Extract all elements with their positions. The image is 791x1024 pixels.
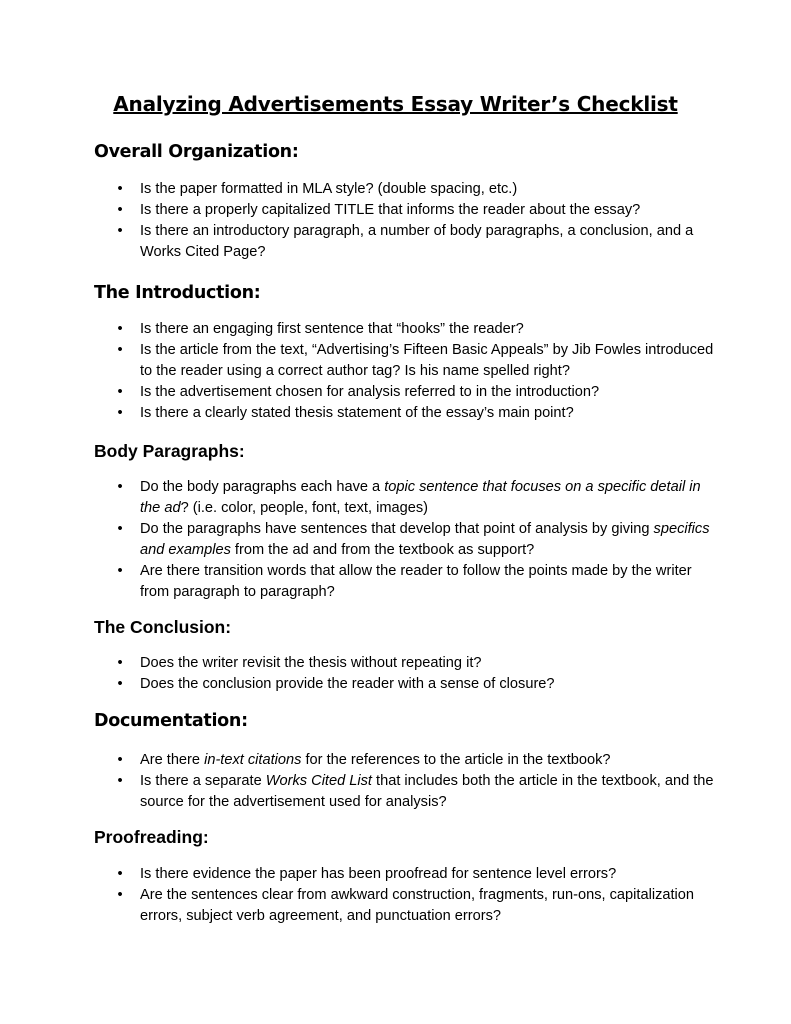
checklist-item — [115, 221, 715, 263]
bullet-icon: • — [117, 202, 123, 218]
checklist-item — [115, 674, 715, 695]
checklist-item-text: Do the paragraphs have sentences that develop that point of analysis by giving — [140, 521, 654, 537]
checklist-item-text: Does the conclusion provide the reader with a sense of closure? — [140, 676, 555, 692]
checklist-item-text: Is there evidence the paper has been proofread for sentence level errors? — [140, 866, 617, 882]
section-list-body-paragraphs — [115, 477, 715, 603]
bullet-icon: • — [117, 342, 123, 358]
checklist-item-emphasis: topic sentence that focuses on a specific detail in the ad — [140, 479, 701, 516]
section-list-documentation — [115, 750, 715, 813]
checklist-item — [115, 519, 715, 561]
document-title: Analyzing Advertisements Essay Writer’s Checklist — [113, 92, 678, 116]
checklist-item-text: Are there transition words that allow the reader to follow the points made by the writer from paragraph to paragraph? — [140, 563, 692, 600]
checklist-item-text: Is the paper formatted in MLA style? (double spacing, etc.) — [140, 181, 518, 197]
checklist-item-emphasis: in-text citations — [204, 752, 302, 768]
section-heading-introduction: The Introduction: — [94, 283, 261, 303]
bullet-icon: • — [117, 655, 123, 671]
bullet-icon: • — [117, 405, 123, 421]
checklist-item — [115, 319, 715, 340]
checklist-item — [115, 403, 715, 424]
section-list-introduction — [115, 319, 715, 424]
bullet-icon: • — [117, 563, 123, 579]
checklist-item-text: Is there a clearly stated thesis statement of the essay’s main point? — [140, 405, 574, 421]
bullet-icon: • — [117, 223, 123, 239]
checklist-item — [115, 340, 715, 382]
checklist-item — [115, 885, 715, 927]
checklist-item-emphasis: specifics and examples — [140, 521, 710, 558]
bullet-icon: • — [117, 676, 123, 692]
checklist-item — [115, 179, 715, 200]
bullet-icon: • — [117, 773, 123, 789]
checklist-item-text: from the ad and from the textbook as support? — [230, 542, 535, 558]
checklist-item — [115, 653, 715, 674]
checklist-item-text: Is there an introductory paragraph, a number of body paragraphs, a conclusion, and a Works Cited Page? — [140, 223, 694, 260]
bullet-icon: • — [117, 479, 123, 495]
bullet-icon: • — [117, 321, 123, 337]
checklist-item-text: that includes both the article in the textbook, and the source for the advertisement used for analysis? — [140, 773, 714, 810]
checklist-item-text: ? (i.e. color, people, font, text, images) — [180, 500, 428, 516]
section-list-proofreading — [115, 864, 715, 927]
checklist-item — [115, 864, 715, 885]
checklist-item — [115, 750, 715, 771]
section-heading-proofreading: Proofreading: — [94, 827, 209, 847]
checklist-item — [115, 477, 715, 519]
checklist-item-text: Is there an engaging first sentence that “hooks” the reader? — [140, 321, 524, 337]
bullet-icon: • — [117, 887, 123, 903]
bullet-icon: • — [117, 384, 123, 400]
checklist-item-emphasis: Works Cited List — [265, 773, 372, 789]
checklist-item-text: Are there — [140, 752, 205, 768]
checklist-item-text: Does the writer revisit the thesis without repeating it? — [140, 655, 482, 671]
checklist-item-text: Is there a properly capitalized TITLE that informs the reader about the essay? — [140, 202, 641, 218]
checklist-item-text: for the references to the article in the textbook? — [301, 752, 611, 768]
section-list-overall-organization — [115, 179, 715, 263]
checklist-item-text: Is there a separate — [140, 773, 266, 789]
checklist-item — [115, 200, 715, 221]
checklist-item-text: Do the body paragraphs each have a — [140, 479, 385, 495]
checklist-item — [115, 561, 715, 603]
bullet-icon: • — [117, 752, 123, 768]
bullet-icon: • — [117, 866, 123, 882]
checklist-item-text: Is the advertisement chosen for analysis referred to in the introduction? — [140, 384, 600, 400]
section-list-conclusion — [115, 653, 715, 695]
checklist-item-text: Are the sentences clear from awkward construction, fragments, run-ons, capitalization errors, subject verb agreement, and punctuation errors? — [140, 887, 695, 924]
section-heading-conclusion: The Conclusion: — [94, 617, 232, 637]
bullet-icon: • — [117, 521, 123, 537]
checklist-item-text: Is the article from the text, “Advertising’s Fifteen Basic Appeals” by Jib Fowles introduced to the reader using a correct author tag? Is his name spelled right? — [140, 342, 714, 379]
checklist-item — [115, 771, 715, 813]
section-heading-overall-organization: Overall Organization: — [94, 142, 299, 162]
section-heading-documentation: Documentation: — [94, 711, 248, 731]
bullet-icon: • — [117, 181, 123, 197]
section-heading-body-paragraphs: Body Paragraphs: — [94, 441, 245, 461]
checklist-item — [115, 382, 715, 403]
